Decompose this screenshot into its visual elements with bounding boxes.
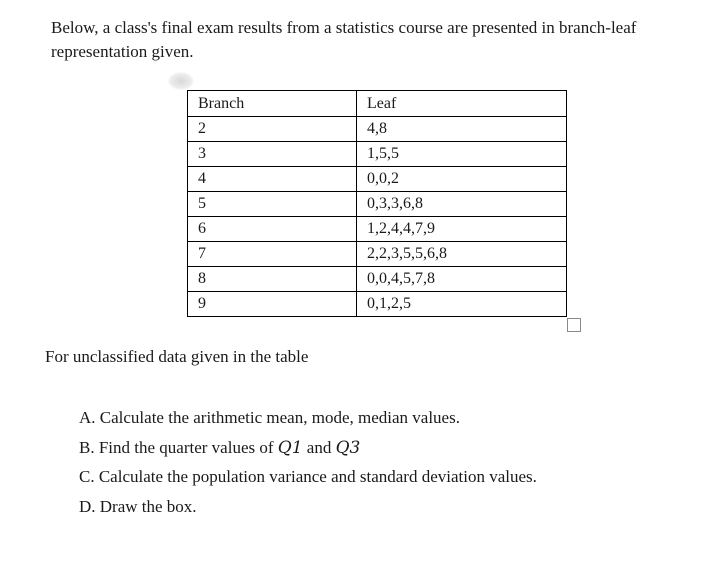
- leaf-cell: 4,8: [357, 117, 567, 142]
- question-text: Calculate the population variance and standard deviation values.: [98, 467, 537, 486]
- stem-leaf-table: [187, 90, 567, 317]
- question-marker: A.: [79, 408, 96, 427]
- question-text: Find the quarter values of: [98, 437, 274, 457]
- branch-cell: 6: [188, 217, 357, 242]
- question-marker: B.: [79, 437, 95, 457]
- table-row: [188, 217, 567, 242]
- table-row: [188, 117, 567, 142]
- scan-smudge: [168, 72, 194, 90]
- q1-symbol: Q1: [277, 437, 303, 458]
- branch-cell: 4: [188, 167, 357, 192]
- branch-cell: 7: [188, 242, 357, 267]
- header-leaf: Leaf: [357, 91, 567, 117]
- instruction-text: For unclassified data given in the table: [45, 347, 309, 366]
- leaf-cell: 0,0,4,5,7,8: [357, 267, 567, 292]
- question-marker: C.: [79, 467, 95, 486]
- table-header-row: [188, 91, 567, 117]
- intro-paragraph: Below, a class's final exam results from a statistics course are presented in branch-leaf representation given.: [51, 18, 637, 61]
- leaf-cell: 0,3,3,6,8: [357, 192, 567, 217]
- table-row: [188, 242, 567, 267]
- question-c: [79, 462, 537, 492]
- header-branch: Branch: [188, 91, 357, 117]
- question-d: [79, 492, 537, 522]
- table-row: [188, 267, 567, 292]
- branch-cell: 2: [188, 117, 357, 142]
- table-row: [188, 167, 567, 192]
- table-row: [188, 192, 567, 217]
- table-anchor-checkbox[interactable]: [567, 318, 581, 332]
- question-marker: D.: [79, 496, 96, 516]
- leaf-cell: 1,5,5: [357, 142, 567, 167]
- table-row: [188, 142, 567, 167]
- branch-cell: 8: [188, 267, 357, 292]
- leaf-cell: 0,1,2,5: [357, 292, 567, 317]
- question-list: [79, 403, 537, 521]
- branch-cell: 9: [188, 292, 357, 317]
- branch-cell: 5: [188, 192, 357, 217]
- leaf-cell: 0,0,2: [357, 167, 567, 192]
- branch-cell: 3: [188, 142, 357, 167]
- question-b: [79, 433, 537, 463]
- question-text: Draw the box.: [99, 496, 197, 516]
- table-row: [188, 292, 567, 317]
- question-conjunction: and: [306, 437, 332, 457]
- question-a: [79, 403, 537, 433]
- leaf-cell: 2,2,3,5,5,6,8: [357, 242, 567, 267]
- leaf-cell: 1,2,4,4,7,9: [357, 217, 567, 242]
- question-text: Calculate the arithmetic mean, mode, median values.: [99, 408, 460, 427]
- q3-symbol: Q3: [335, 437, 361, 458]
